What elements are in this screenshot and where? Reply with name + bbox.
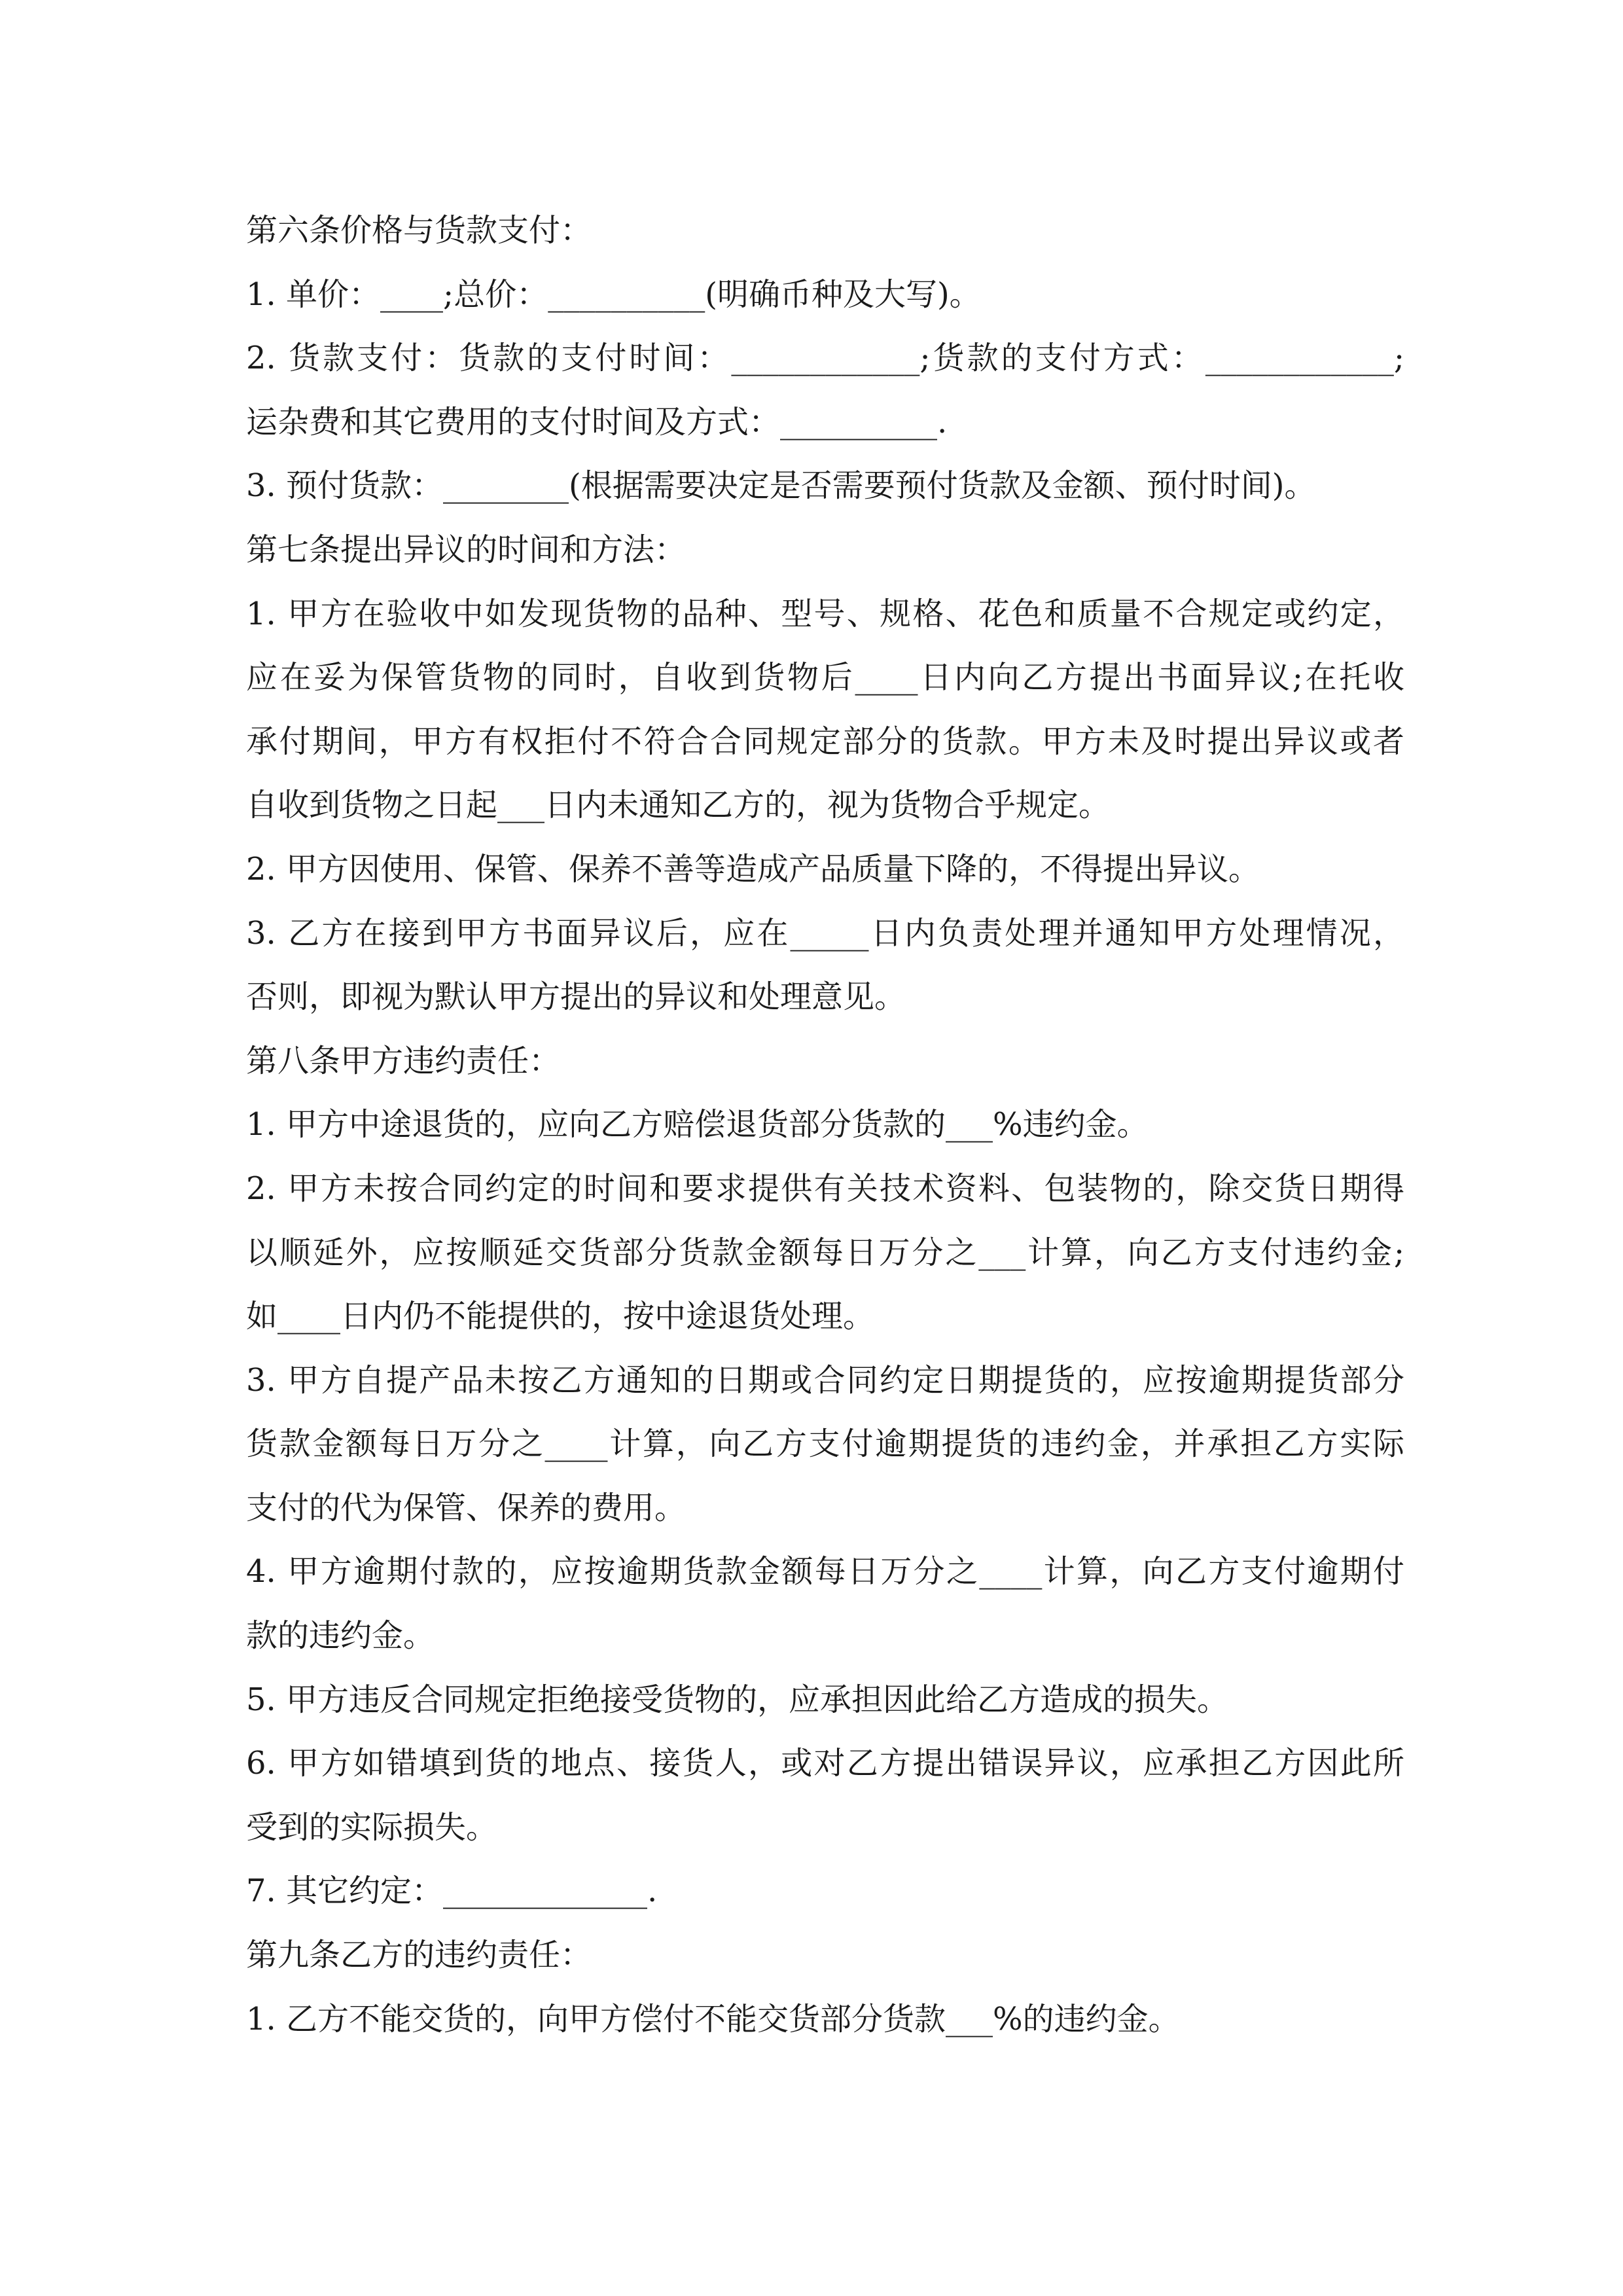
- paragraph-line: 否则，即视为默认甲方提出的异议和处理意见。: [246, 978, 906, 1016]
- heading-article-6: 第六条价格与货款支付：: [246, 212, 592, 249]
- paragraph-line: 7. 其它约定：_____________.: [246, 1873, 658, 1910]
- heading-article-8: 第八条甲方违约责任：: [246, 1042, 561, 1079]
- heading-article-9: 第九条乙方的违约责任：: [246, 1937, 592, 1974]
- paragraph-line: 支付的代为保管、保养的费用。: [246, 1489, 687, 1526]
- paragraph-line: 货款金额每日万分之____计算，向乙方支付逾期提货的违约金，并承担乙方实际: [246, 1426, 1404, 1463]
- paragraph-line: 运杂费和其它费用的支付时间及方式：__________.: [246, 403, 948, 440]
- paragraph-line: 3. 预付货款：________(根据需要决定是否需要预付货款及金额、预付时间)。: [246, 467, 1316, 505]
- paragraph-line: 6. 甲方如错填到货的地点、接货人，或对乙方提出错误异议，应承担乙方因此所: [246, 1745, 1404, 1782]
- paragraph-line: 4. 甲方逾期付款的，应按逾期货款金额每日万分之____计算，向乙方支付逾期付: [246, 1553, 1404, 1590]
- paragraph-line: 受到的实际损失。: [246, 1808, 498, 1846]
- paragraph-line: 2. 货款支付：货款的支付时间：____________;货款的支付方式：____________;: [246, 340, 1404, 377]
- paragraph-line: 1. 单价：____;总价：__________(明确币种及大写)。: [246, 276, 981, 313]
- document-body: [246, 199, 1404, 2051]
- paragraph-line: 应在妥为保管货物的同时，自收到货物后____日内向乙方提出书面异议;在托收: [246, 659, 1404, 696]
- paragraph-line: 自收到货物之日起___日内未通知乙方的，视为货物合乎规定。: [246, 787, 1111, 824]
- paragraph-line: 2. 甲方因使用、保管、保养不善等造成产品质量下降的，不得提出异议。: [246, 850, 1260, 888]
- paragraph-line: 2. 甲方未按合同约定的时间和要求提供有关技术资料、包装物的，除交货日期得: [246, 1170, 1404, 1207]
- heading-article-7: 第七条提出异议的时间和方法：: [246, 531, 687, 568]
- paragraph-line: 以顺延外，应按顺延交货部分货款金额每日万分之___计算，向乙方支付违约金;: [246, 1234, 1404, 1271]
- paragraph-line: 3. 甲方自提产品未按乙方通知的日期或合同约定日期提货的，应按逾期提货部分: [246, 1361, 1404, 1399]
- paragraph-line: 1. 乙方不能交货的，向甲方偿付不能交货部分货款___%的违约金。: [246, 2000, 1180, 2037]
- paragraph-line: 款的违约金。: [246, 1617, 435, 1655]
- paragraph-line: 承付期间，甲方有权拒付不符合合同规定部分的货款。甲方未及时提出异议或者: [246, 723, 1404, 760]
- paragraph-line: 3. 乙方在接到甲方书面异议后，应在_____日内负责处理并通知甲方处理情况，: [246, 914, 1404, 952]
- paragraph-line: 1. 甲方在验收中如发现货物的品种、型号、规格、花色和质量不合规定或约定，: [246, 595, 1404, 632]
- paragraph-line: 1. 甲方中途退货的，应向乙方赔偿退货部分货款的___%违约金。: [246, 1106, 1149, 1143]
- paragraph-line: 5. 甲方违反合同规定拒绝接受货物的，应承担因此给乙方造成的损失。: [246, 1681, 1229, 1718]
- paragraph-line: 如____日内仍不能提供的，按中途退货处理。: [246, 1298, 875, 1335]
